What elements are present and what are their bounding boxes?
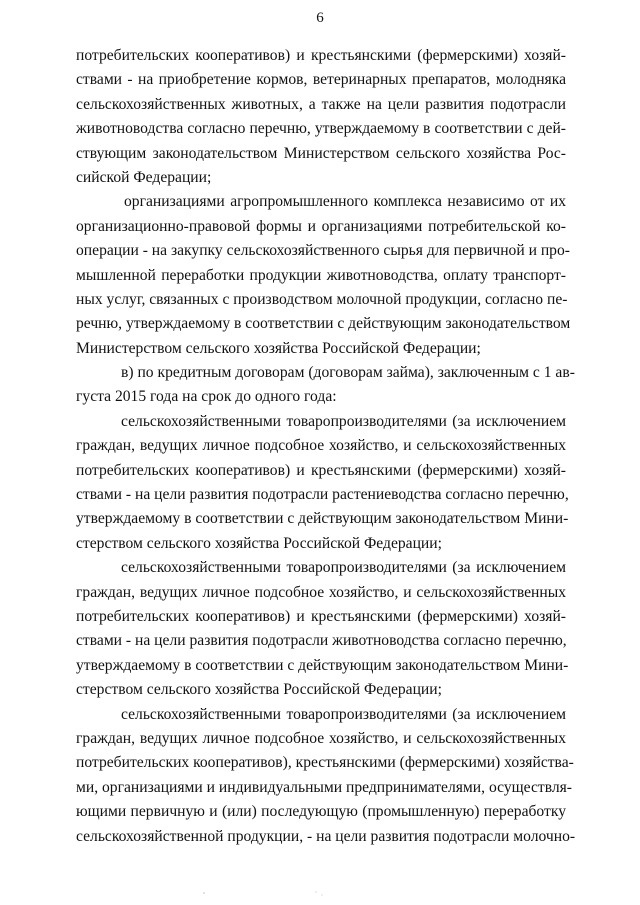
text-line: утверждаемому в соответствии с действующим законодательством Мини- — [76, 510, 569, 528]
text-line: ствами - на приобретение кормов, ветеринарных препаратов, молодняка — [76, 71, 566, 89]
text-line: густа 2015 года на срок до одного года: — [76, 388, 337, 406]
text-line: организациями агропромышленного комплекса независимо от их — [124, 193, 566, 211]
text-line: ствами - на цели развития подотрасли растениеводства согласно перечню, — [76, 486, 569, 504]
text-line: сельскохозяйственными товаропроизводителями (за исключением — [121, 705, 566, 723]
text-line: стерством сельского хозяйства Российской Федерации; — [76, 534, 442, 552]
text-line: сийской Федерации; — [76, 168, 212, 186]
scan-specks — [0, 880, 640, 900]
text-line: граждан, ведущих личное подсобное хозяйство, и сельскохозяйственных — [76, 437, 566, 455]
text-line: ствами - на цели развития подотрасли животноводства согласно перечню, — [76, 632, 567, 650]
text-line: потребительских кооперативов), крестьянскими (фермерскими) хозяйства- — [76, 754, 574, 772]
text-line: потребительских кооперативов) и крестьянскими (фермерскими) хозяй- — [76, 461, 566, 479]
text-line: утверждаемому в соответствии с действующим законодательством Мини- — [76, 656, 569, 674]
text-line: речню, утверждаемому в соответствии с действующим законодательством — [76, 315, 571, 333]
text-line: ющими первичную и (или) последующую (промышленную) переработку — [76, 803, 566, 821]
text-line: стерством сельского хозяйства Российской Федерации; — [76, 681, 442, 699]
text-line: организационно-правовой формы и организациями потребительской ко- — [76, 217, 566, 235]
text-line: животноводства согласно перечню, утверждаемому в соответствии с дей- — [76, 120, 566, 138]
text-line: сельскохозяйственными товаропроизводителями (за исключением — [121, 412, 566, 430]
paragraph — [76, 44, 566, 190]
paragraph — [76, 410, 569, 556]
text-line: в) по кредитным договорам (договорам займа), заключенным с 1 ав- — [121, 364, 575, 382]
paragraph — [76, 703, 576, 849]
text-line: ных услуг, связанных с производством молочной продукции, согласно пе- — [76, 290, 568, 308]
paragraph — [76, 556, 569, 702]
text-line: граждан, ведущих личное подсобное хозяйство, и сельскохозяйственных — [76, 583, 566, 601]
text-line: сельскохозяйственными товаропроизводителями (за исключением — [121, 559, 566, 577]
paragraph — [76, 190, 571, 361]
text-line: операции - на закупку сельскохозяйственного сырья для первичной и про- — [76, 242, 570, 260]
text-line: потребительских кооперативов) и крестьянскими (фермерскими) хозяй- — [76, 607, 566, 625]
page-number: 6 — [316, 10, 324, 26]
document-body — [76, 44, 576, 849]
text-line: сельскохозяйственной продукции, - на цели развития подотрасли молочно- — [76, 827, 576, 845]
text-line: сельскохозяйственных животных, а также на цели развития подотрасли — [76, 95, 566, 113]
text-line: Министерством сельского хозяйства Российской Федерации; — [76, 339, 481, 357]
text-line: граждан, ведущих личное подсобное хозяйство, и сельскохозяйственных — [76, 729, 566, 747]
text-line: ми, организациями и индивидуальными предпринимателями, осуществля- — [76, 778, 572, 796]
text-line: мышленной переработки продукции животноводства, оплату транспорт- — [76, 266, 566, 284]
text-line: потребительских кооперативов) и крестьянскими (фермерскими) хозяй- — [76, 47, 566, 64]
paragraph — [76, 361, 575, 410]
text-line: ствующим законодательством Министерством сельского хозяйства Рос- — [76, 144, 566, 162]
